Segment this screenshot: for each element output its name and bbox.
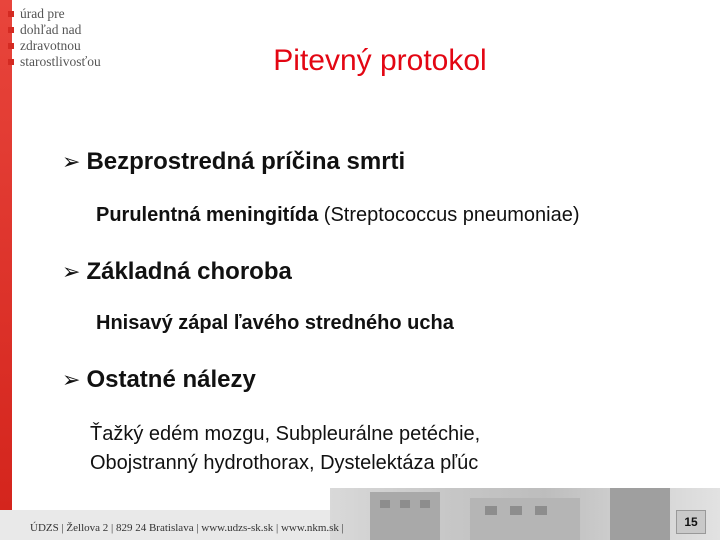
logo-text-1: úrad pre bbox=[20, 6, 65, 21]
arrow-bullet-icon: ➢ bbox=[62, 149, 81, 174]
footer-address: ÚDZS | Žellova 2 | 829 24 Bratislava | www.udzs-sk.sk | www.nkm.sk | bbox=[30, 522, 344, 534]
logo-line bbox=[8, 6, 101, 22]
logo-square-icon bbox=[8, 11, 14, 17]
sub-text-bold: Hnisavý zápal ľavého stredného ucha bbox=[96, 312, 454, 334]
sub-text-line-1: Ťažký edém mozgu, Subpleurálne petéchie, bbox=[90, 423, 481, 445]
bullet-heading-cause bbox=[62, 148, 405, 176]
window-shape bbox=[400, 500, 410, 508]
window-shape bbox=[535, 506, 547, 515]
window-shape bbox=[380, 500, 390, 508]
page-number: 15 bbox=[676, 510, 706, 534]
sub-text-normal: (Streptococcus pneumoniae) bbox=[318, 204, 580, 226]
sub-text-bold: Purulentná meningitída bbox=[96, 204, 319, 226]
window-shape bbox=[420, 500, 430, 508]
window-shape bbox=[485, 506, 497, 515]
heading-text: Základná choroba bbox=[86, 258, 292, 285]
sub-text-line-2: Obojstranný hydrothorax, Dystelektáza pľúc bbox=[90, 452, 479, 474]
sub-text-cause bbox=[96, 204, 580, 227]
logo-text-3: zdravotnou bbox=[20, 38, 81, 53]
heading-text: Ostatné nálezy bbox=[86, 366, 256, 393]
heading-text: Bezprostredná príčina smrti bbox=[86, 148, 406, 175]
arrow-bullet-icon: ➢ bbox=[62, 367, 81, 392]
logo-line bbox=[8, 22, 101, 38]
logo-square-icon bbox=[8, 27, 14, 33]
bullet-heading-disease bbox=[62, 258, 292, 286]
sub-text-other bbox=[90, 420, 480, 478]
slide-title: Pitevný protokol bbox=[273, 44, 487, 77]
logo-text-2: dohľad nad bbox=[20, 22, 82, 37]
window-shape bbox=[510, 506, 522, 515]
building-photo bbox=[330, 488, 720, 540]
bullet-heading-other bbox=[62, 366, 256, 394]
building-shape bbox=[470, 498, 580, 540]
sub-text-disease bbox=[96, 312, 454, 335]
logo-text-4: starostlivosťou bbox=[20, 54, 101, 69]
left-accent-bar bbox=[0, 0, 12, 540]
building-shape bbox=[610, 488, 670, 540]
arrow-bullet-icon: ➢ bbox=[62, 259, 81, 284]
